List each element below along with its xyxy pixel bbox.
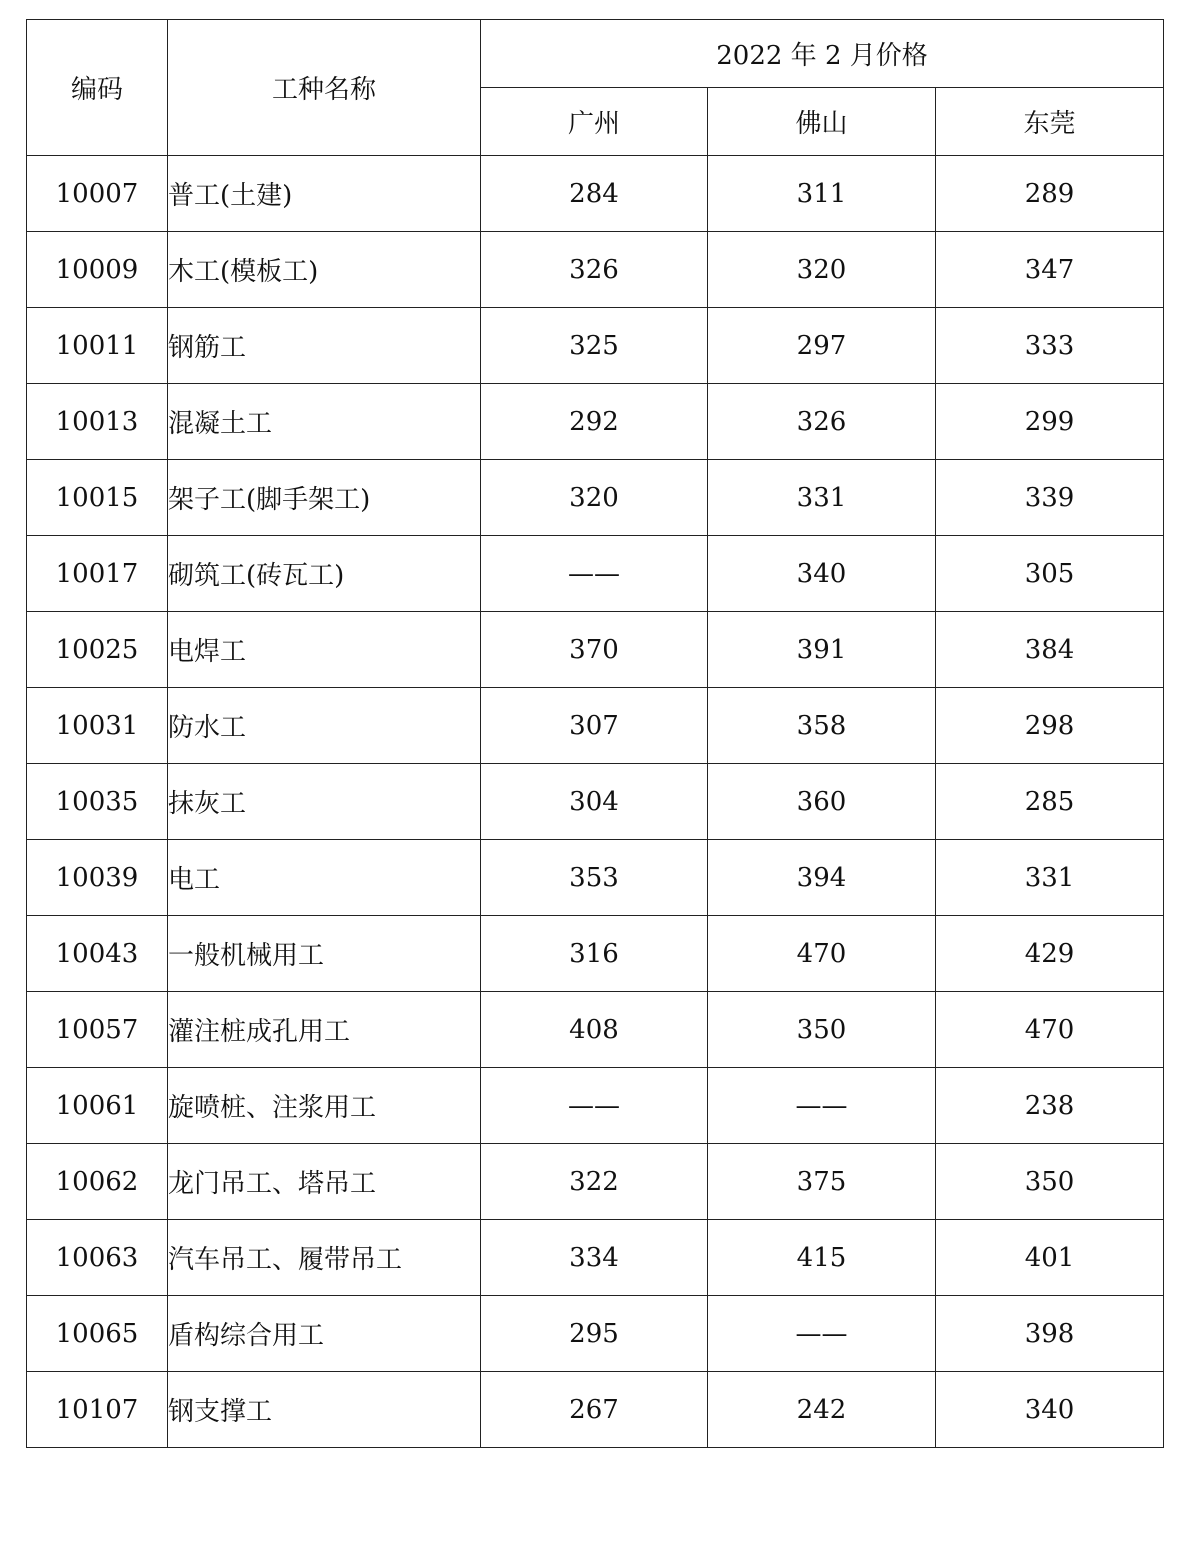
cell-price-foshan: 311 <box>708 156 936 232</box>
cell-price-dongguan: 333 <box>936 308 1164 384</box>
cell-price-foshan: —— <box>708 1296 936 1372</box>
table-row <box>27 1144 1164 1220</box>
table-row <box>27 840 1164 916</box>
table-body <box>27 156 1164 1448</box>
table-header-row <box>27 20 1164 88</box>
cell-price-dongguan: 429 <box>936 916 1164 992</box>
cell-price-foshan: 415 <box>708 1220 936 1296</box>
cell-price-guangzhou: 292 <box>481 384 708 460</box>
header-price-group: 2022 年 2 月价格 <box>481 20 1164 88</box>
cell-price-dongguan: 289 <box>936 156 1164 232</box>
table-row <box>27 1068 1164 1144</box>
cell-name: 普工(土建) <box>168 156 481 232</box>
cell-name: 盾构综合用工 <box>168 1296 481 1372</box>
cell-code: 10057 <box>27 992 168 1068</box>
cell-price-guangzhou: 307 <box>481 688 708 764</box>
cell-price-dongguan: 298 <box>936 688 1164 764</box>
cell-code: 10035 <box>27 764 168 840</box>
cell-price-foshan: 375 <box>708 1144 936 1220</box>
cell-name: 砌筑工(砖瓦工) <box>168 536 481 612</box>
cell-price-foshan: 360 <box>708 764 936 840</box>
table-row <box>27 1372 1164 1448</box>
cell-code: 10043 <box>27 916 168 992</box>
cell-name: 灌注桩成孔用工 <box>168 992 481 1068</box>
cell-price-dongguan: 384 <box>936 612 1164 688</box>
cell-price-dongguan: 331 <box>936 840 1164 916</box>
cell-code: 10007 <box>27 156 168 232</box>
cell-code: 10025 <box>27 612 168 688</box>
cell-price-foshan: 394 <box>708 840 936 916</box>
cell-price-guangzhou: 284 <box>481 156 708 232</box>
table-row <box>27 688 1164 764</box>
cell-price-dongguan: 339 <box>936 460 1164 536</box>
table-row <box>27 992 1164 1068</box>
cell-price-dongguan: 350 <box>936 1144 1164 1220</box>
table-row <box>27 764 1164 840</box>
table-row <box>27 460 1164 536</box>
cell-code: 10107 <box>27 1372 168 1448</box>
table-row <box>27 1296 1164 1372</box>
table-row <box>27 384 1164 460</box>
cell-name: 木工(模板工) <box>168 232 481 308</box>
cell-price-guangzhou: 325 <box>481 308 708 384</box>
cell-name: 混凝土工 <box>168 384 481 460</box>
cell-price-foshan: 470 <box>708 916 936 992</box>
cell-name: 龙门吊工、塔吊工 <box>168 1144 481 1220</box>
cell-price-guangzhou: 370 <box>481 612 708 688</box>
cell-code: 10031 <box>27 688 168 764</box>
header-name: 工种名称 <box>168 20 481 156</box>
cell-price-foshan: —— <box>708 1068 936 1144</box>
cell-price-guangzhou: 408 <box>481 992 708 1068</box>
price-table <box>26 19 1164 1448</box>
cell-code: 10063 <box>27 1220 168 1296</box>
cell-price-guangzhou: 295 <box>481 1296 708 1372</box>
cell-name: 防水工 <box>168 688 481 764</box>
cell-name: 钢支撑工 <box>168 1372 481 1448</box>
cell-code: 10015 <box>27 460 168 536</box>
cell-price-foshan: 326 <box>708 384 936 460</box>
header-code: 编码 <box>27 20 168 156</box>
cell-price-guangzhou: 322 <box>481 1144 708 1220</box>
cell-code: 10009 <box>27 232 168 308</box>
cell-price-guangzhou: —— <box>481 536 708 612</box>
cell-price-dongguan: 305 <box>936 536 1164 612</box>
cell-price-dongguan: 347 <box>936 232 1164 308</box>
cell-price-dongguan: 285 <box>936 764 1164 840</box>
cell-name: 抹灰工 <box>168 764 481 840</box>
cell-price-foshan: 340 <box>708 536 936 612</box>
cell-name: 电焊工 <box>168 612 481 688</box>
cell-price-dongguan: 299 <box>936 384 1164 460</box>
cell-price-foshan: 358 <box>708 688 936 764</box>
cell-code: 10039 <box>27 840 168 916</box>
cell-code: 10013 <box>27 384 168 460</box>
cell-name: 架子工(脚手架工) <box>168 460 481 536</box>
cell-name: 旋喷桩、注浆用工 <box>168 1068 481 1144</box>
cell-code: 10011 <box>27 308 168 384</box>
table-row <box>27 612 1164 688</box>
cell-price-guangzhou: 326 <box>481 232 708 308</box>
cell-price-foshan: 350 <box>708 992 936 1068</box>
cell-code: 10061 <box>27 1068 168 1144</box>
cell-code: 10065 <box>27 1296 168 1372</box>
cell-price-dongguan: 398 <box>936 1296 1164 1372</box>
cell-name: 汽车吊工、履带吊工 <box>168 1220 481 1296</box>
cell-name: 钢筋工 <box>168 308 481 384</box>
table-row <box>27 1220 1164 1296</box>
header-city-guangzhou: 广州 <box>481 88 708 156</box>
cell-price-dongguan: 340 <box>936 1372 1164 1448</box>
cell-price-dongguan: 238 <box>936 1068 1164 1144</box>
table-row <box>27 156 1164 232</box>
cell-price-guangzhou: 320 <box>481 460 708 536</box>
cell-price-foshan: 242 <box>708 1372 936 1448</box>
cell-name: 电工 <box>168 840 481 916</box>
cell-price-dongguan: 470 <box>936 992 1164 1068</box>
cell-price-guangzhou: 353 <box>481 840 708 916</box>
cell-price-guangzhou: 316 <box>481 916 708 992</box>
header-city-foshan: 佛山 <box>708 88 936 156</box>
cell-price-guangzhou: 334 <box>481 1220 708 1296</box>
cell-price-foshan: 297 <box>708 308 936 384</box>
cell-price-foshan: 331 <box>708 460 936 536</box>
cell-price-dongguan: 401 <box>936 1220 1164 1296</box>
cell-code: 10017 <box>27 536 168 612</box>
table-row <box>27 308 1164 384</box>
table-row <box>27 916 1164 992</box>
cell-price-foshan: 391 <box>708 612 936 688</box>
cell-name: 一般机械用工 <box>168 916 481 992</box>
cell-code: 10062 <box>27 1144 168 1220</box>
cell-price-guangzhou: —— <box>481 1068 708 1144</box>
cell-price-guangzhou: 304 <box>481 764 708 840</box>
cell-price-guangzhou: 267 <box>481 1372 708 1448</box>
table-row <box>27 232 1164 308</box>
table-row <box>27 536 1164 612</box>
header-city-dongguan: 东莞 <box>936 88 1164 156</box>
cell-price-foshan: 320 <box>708 232 936 308</box>
